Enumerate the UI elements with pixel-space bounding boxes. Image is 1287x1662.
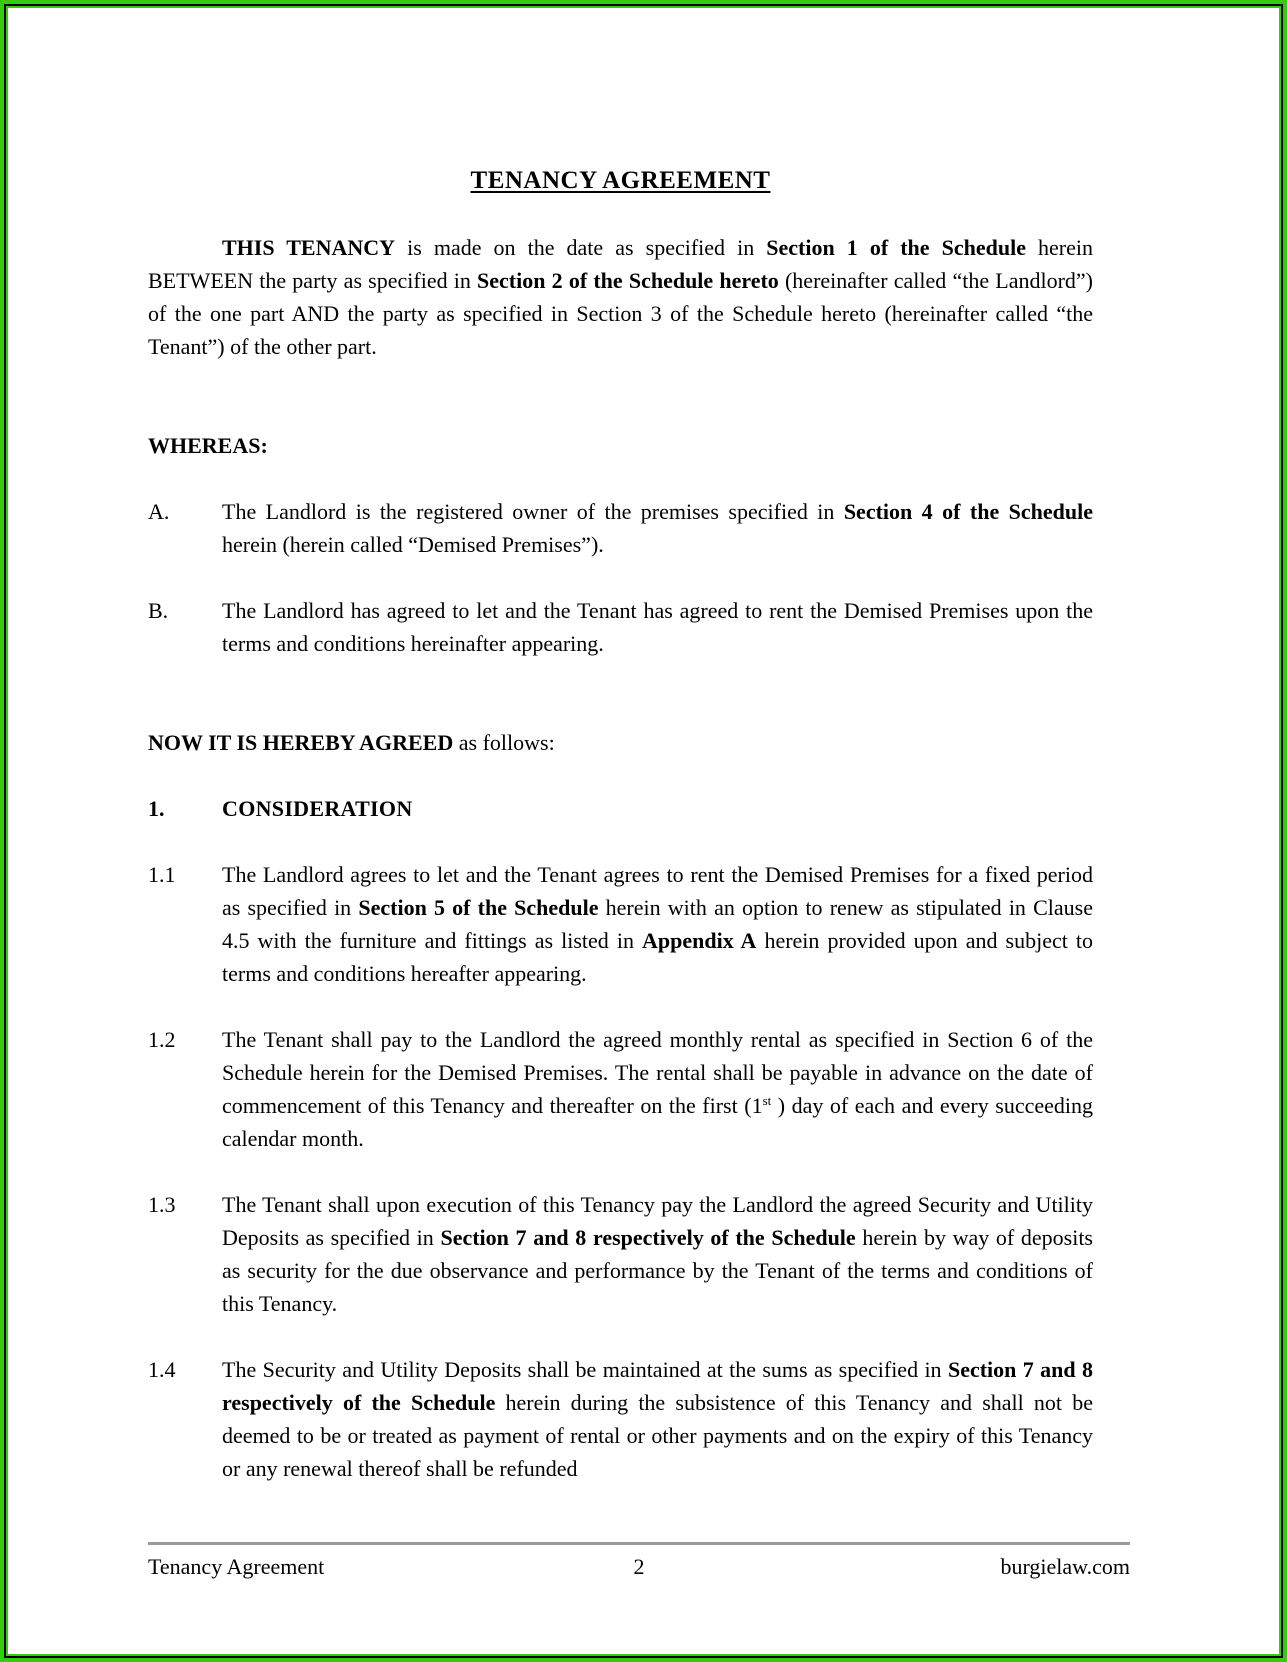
clause-1-3-number: 1.3 (148, 1192, 176, 1217)
clause-1-1-text: The Landlord agrees to let and the Tenant agrees to rent the Demised Premises for a fixed period as specified in Section 5 of the Schedule herein with an option to renew as stipulated in Clause 4.5 with the furniture and fittings as listed in Appendix A herein provided upon and subject to terms and conditions hereafter appearing. (222, 862, 1093, 986)
clause-1-2-text: The Tenant shall pay to the Landlord the agreed monthly rental as specified in Section 6 of the Schedule herein for the Demised Premises. The rental shall be payable in advance on the date of commencement of this Tenancy and thereafter on the first (1st ) day of each and every succeeding calendar month. (222, 1027, 1093, 1151)
section-1-title: CONSIDERATION (222, 796, 413, 821)
agreed-heading: NOW IT IS HEREBY AGREED as follows: (148, 730, 555, 755)
document-page (8, 8, 1279, 1654)
recital-b (148, 594, 1093, 660)
footer-page-number: 2 (633, 1554, 645, 1579)
recital-b-label: B. (148, 598, 169, 623)
clause-1-2 (148, 1023, 1093, 1155)
document-body (148, 164, 1130, 1485)
clause-1-4-text: The Security and Utility Deposits shall be maintained at the sums as specified in Section 7 and 8 respectively of the Schedule herein during the subsistence of this Tenancy and shall not be deemed to be or treated as payment of rental or other payments and on the expiry of this Tenancy or any renewal thereof shall be refunded (222, 1357, 1094, 1481)
clause-1-3-text: The Tenant shall upon execution of this Tenancy pay the Landlord the agreed Security and Utility Deposits as specified in Section 7 and 8 respectively of the Schedule herein by way of deposits as security for the due observance and performance by the Tenant of the terms and conditions of this Tenancy. (222, 1192, 1093, 1316)
intro-paragraph: THIS TENANCY is made on the date as specified in Section 1 of the Schedule herein BETWEEN the party as specified in Section 2 of the Schedule hereto (hereinafter called “the Landlord”) of the one part AND the party as specified in Section 3 of the Schedule hereto (hereinafter called “the Tenant”) of the other part. (148, 235, 1093, 359)
clause-1-1 (148, 858, 1093, 990)
recital-a-label: A. (148, 499, 170, 524)
recital-a (148, 495, 1093, 561)
page-footer (148, 1542, 1130, 1582)
clause-1-3 (148, 1188, 1093, 1320)
recital-a-text: The Landlord is the registered owner of the premises specified in Section 4 of the Schedule herein (herein called “Demised Premises”). (222, 499, 1093, 557)
document-title: TENANCY AGREEMENT (470, 167, 771, 194)
page-inner-frame (4, 4, 1283, 1658)
clause-1-1-number: 1.1 (148, 862, 176, 887)
footer-document-name: Tenancy Agreement (148, 1554, 325, 1579)
whereas-heading: WHEREAS: (148, 433, 268, 458)
clause-1-4-number: 1.4 (148, 1357, 176, 1382)
clause-1-4 (148, 1353, 1093, 1485)
clause-1-2-number: 1.2 (148, 1027, 176, 1052)
recital-b-text: The Landlord has agreed to let and the Tenant has agreed to rent the Demised Premises upon the terms and conditions hereinafter appearing. (222, 598, 1093, 656)
section-1-heading (148, 792, 1093, 825)
footer-website: burgielaw.com (1000, 1554, 1130, 1579)
section-1-number: 1. (148, 796, 165, 821)
